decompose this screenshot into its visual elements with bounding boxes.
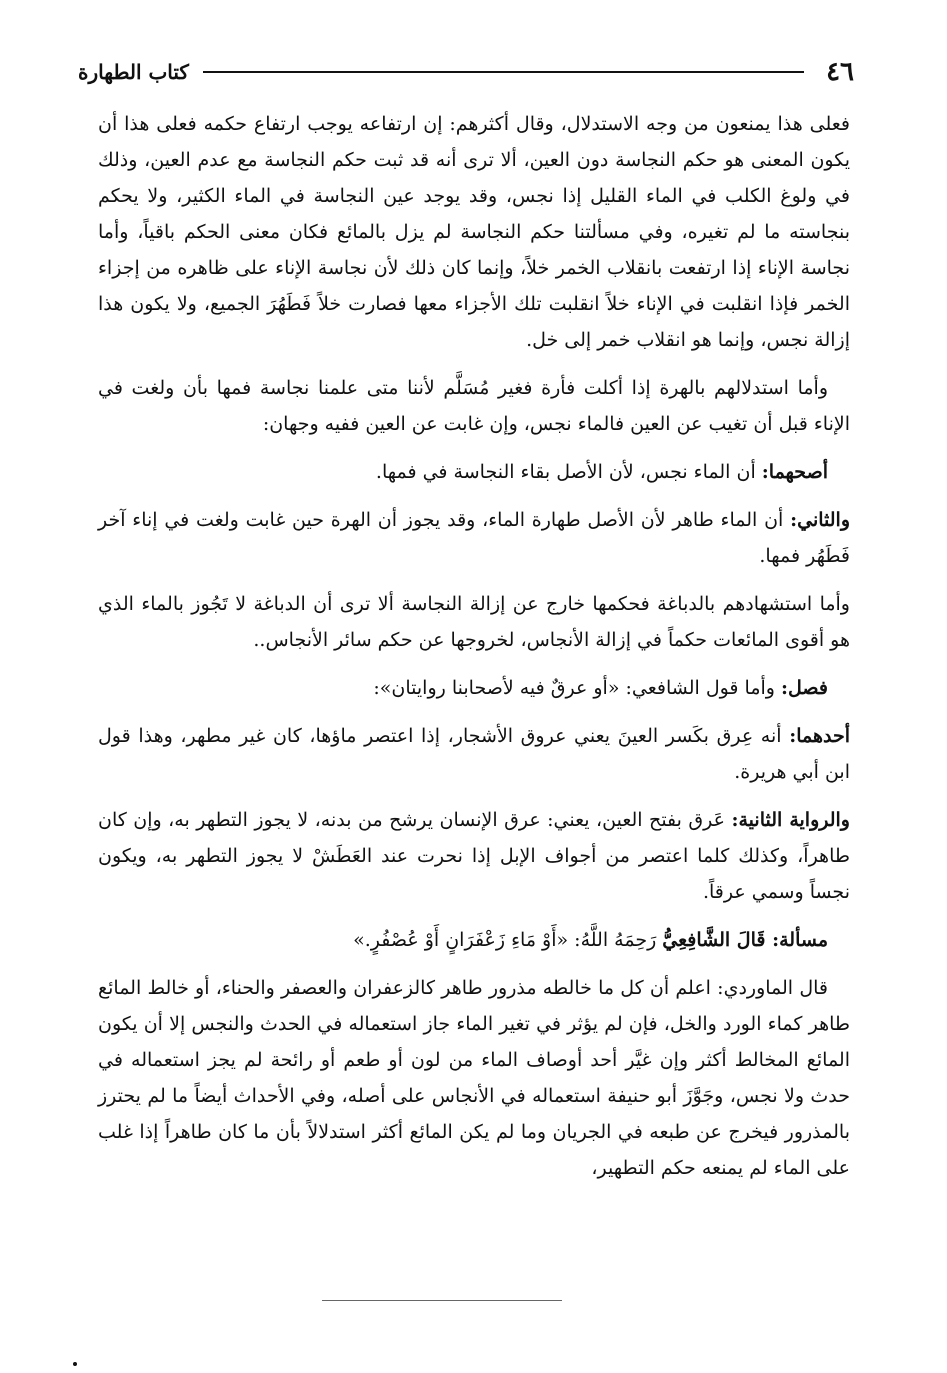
paragraph-text: رَحِمَهُ اللَّهُ: «أَوْ مَاءِ زَعْفَرَانٍ أَوْ عُصْفُرٍ.» xyxy=(353,929,663,951)
paragraph-lead: والثاني: xyxy=(790,509,850,531)
paragraph xyxy=(98,454,850,490)
scan-speck xyxy=(73,1362,77,1366)
paragraph xyxy=(98,106,850,358)
chapter-title: كتاب الطهارة xyxy=(78,60,189,84)
paragraph-lead: والرواية الثانية: xyxy=(731,809,850,831)
paragraph-text: فعلى هذا يمنعون من وجه الاستدلال، وقال أكثرهم: إن ارتفاعه يوجب ارتفاع حكمه فعلى هذا أن يكون المعنى هو حكم النجاسة دون العين، ألا ترى أنه قد ثبت حكم النجاسة مع عدم العين، وذلك في ولوغ الكلب في الماء القليل إذا نجس، وقد يوجد عين النجاسة في الماء الكثير، ولا يحكم بنجاسته ما لم تغيره، وفي مسألتنا حكم النجاسة لم يزل بالمائع فكان معنى الحكم باقياً، وأما نجاسة الإناء إذا ارتفعت بانقلاب الخمر خلاً، وإنما كان ذلك لأن نجاسة الإناء على ظاهره من إجزاء الخمر فإذا انقلبت في الإناء خلاً انقلبت تلك الأجزاء معها فصارت خلاً فَطَهُرَ الجميع، ولا يكون هذا إزالة نجس، وإنما هو انقلاب خمر إلى خل. xyxy=(98,113,850,351)
footer-rule xyxy=(322,1300,562,1301)
paragraph-text: وأما استدلالهم بالهرة إذا أكلت فأرة فغير مُسَلَّم لأننا متى علمنا نجاسة فمها بأن ولغت في الإناء قبل أن تغيب عن العين فالماء نجس، وإن غابت عن العين ففيه وجهان: xyxy=(98,377,850,435)
paragraph xyxy=(98,670,850,706)
paragraph-text: عَرق بفتح العين، يعني: عرق الإنسان يرشح من بدنه، لا يجوز التطهر به، وإن كان طاهراً، وكذلك كلما اعتصر من أجواف الإبل إذا نحرت عند العَطَشْ لا يجوز التطهر به، ويكون نجساً وسمي عرقاً. xyxy=(98,809,850,903)
paragraph xyxy=(98,802,850,910)
paragraph-text: وأما استشهادهم بالدباغة فحكمها خارج عن إزالة النجاسة ألا ترى أن الدباغة لا تَجُوز بالماء الذي هو أقوى المائعات حكماً في إزالة الأنجاس، لخروجها عن حكم سائر الأنجاس.. xyxy=(98,593,850,651)
paragraph-text: أنه عِرق بكَسر العينَ يعني عروق الأشجار، إذا اعتصر ماؤها، كان غير مطهر، وهذا قول ابن أبي هريرة. xyxy=(98,725,850,783)
paragraph xyxy=(98,718,850,790)
paragraph-lead: فصل: xyxy=(781,677,828,699)
paragraph-text: أن الماء نجس، لأن الأصل بقاء النجاسة في فمها. xyxy=(375,461,762,483)
paragraph xyxy=(98,370,850,442)
paragraph-text: أن الماء طاهر لأن الأصل طهارة الماء، وقد يجوز أن الهرة حين غابت ولغت في إناء آخر فَطَهُر فمها. xyxy=(98,509,850,567)
paragraph xyxy=(98,970,850,1186)
paragraph-lead: أحدهما: xyxy=(789,725,850,747)
paragraph-lead: مسألة: قَالَ الشَّافِعِيُّ xyxy=(662,929,828,951)
paragraph xyxy=(98,502,850,574)
page-number: ٤٦ xyxy=(826,57,854,87)
page-body xyxy=(98,106,850,1198)
paragraph-text: وأما قول الشافعي: «أو عرقٌ فيه لأصحابنا روايتان»: xyxy=(373,677,782,699)
paragraph-text: قال الماوردي: اعلم أن كل ما خالطه مذرور طاهر كالزعفران والعصفر والحناء، أو خالط المائع طاهر كماء الورد والخل، فإن لم يؤثر في تغير الماء جاز استعماله في الحدث والنجس إلا أن يكون المائع المخالط أكثر وإن غيَّر أحد أوصاف الماء من لون أو طعم أو رائحة لم يجز استعماله في حدث ولا نجس، وجَوَّزَ أبو حنيفة استعماله في الأنجاس على أصله، وفي الأحداث أيضاً ما لم يحترز بالمذرور فيخرج عن طبعه في الجريان وما لم يكن المائع أكثر استدلالاً بأن ما كان طاهراً إذا غلب على الماء لم يمنعه حكم التطهير، xyxy=(98,977,850,1179)
paragraph-lead: أصحهما: xyxy=(761,461,828,483)
paragraph xyxy=(98,922,850,958)
running-header xyxy=(78,52,854,92)
header-rule xyxy=(203,71,804,73)
paragraph xyxy=(98,586,850,658)
